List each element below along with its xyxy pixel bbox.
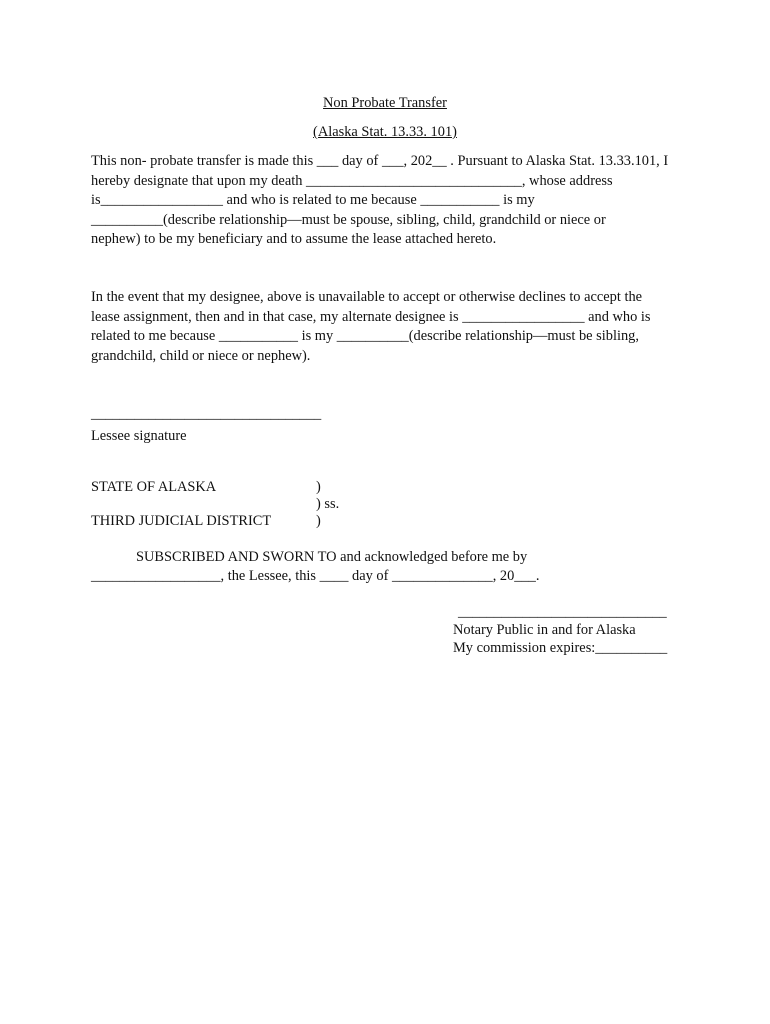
signature-line: ________________________________ xyxy=(91,406,322,422)
paragraph-line: This non- probate transfer is made this ___ day of ___, 202__ . Pursuant to Alaska Stat. 13.33.101, I xyxy=(91,153,669,169)
paragraph-line: __________(describe relationship—must be spouse, sibling, child, grandchild or niece or xyxy=(91,211,606,228)
paragraph-line: lease assignment, then and in that case, my alternate designee is _________________ and who is xyxy=(91,308,651,325)
statute-citation xyxy=(0,123,770,141)
designation-paragraph xyxy=(91,152,711,250)
paragraph-line: nephew) to be my beneficiary and to assume the lease attached hereto. xyxy=(91,231,497,247)
jurat-line-1: SUBSCRIBED AND SWORN TO and acknowledged before me by xyxy=(136,549,528,565)
document-title-text: Non Probate Transfer xyxy=(323,95,447,111)
signature-label: Lessee signature xyxy=(91,428,187,444)
notary-label: Notary Public in and for Alaska xyxy=(453,622,636,638)
paragraph-line: In the event that my designee, above is unavailable to accept or otherwise declines to accept the xyxy=(91,289,643,305)
paragraph-line: grandchild, child or niece or nephew). xyxy=(91,347,311,364)
venue-state: STATE OF ALASKA xyxy=(91,479,217,495)
venue-paren-top: ) xyxy=(316,479,321,495)
paragraph-line: related to me because ___________ is my __________(describe relationship—must be sibling, xyxy=(91,328,639,344)
paragraph-line: is_________________ and who is related to me because ___________ is my xyxy=(91,192,535,208)
document-title xyxy=(0,94,770,112)
statute-citation-text: (Alaska Stat. 13.33. 101) xyxy=(313,124,457,140)
paragraph-line: hereby designate that upon my death ______________________________, whose address xyxy=(91,172,613,189)
venue-district: THIRD JUDICIAL DISTRICT xyxy=(91,513,272,529)
jurat-line-2: __________________, the Lessee, this ____ day of ______________, 20___. xyxy=(91,568,540,584)
venue-ss: ) ss. xyxy=(316,496,340,512)
commission-expires-label: My commission expires:__________ xyxy=(453,640,668,656)
alternate-designee-paragraph xyxy=(91,288,711,366)
lessee-signature-block xyxy=(91,405,321,446)
venue-paren-bottom: ) xyxy=(316,513,321,529)
notary-signature-line: _____________________________ xyxy=(458,604,667,620)
